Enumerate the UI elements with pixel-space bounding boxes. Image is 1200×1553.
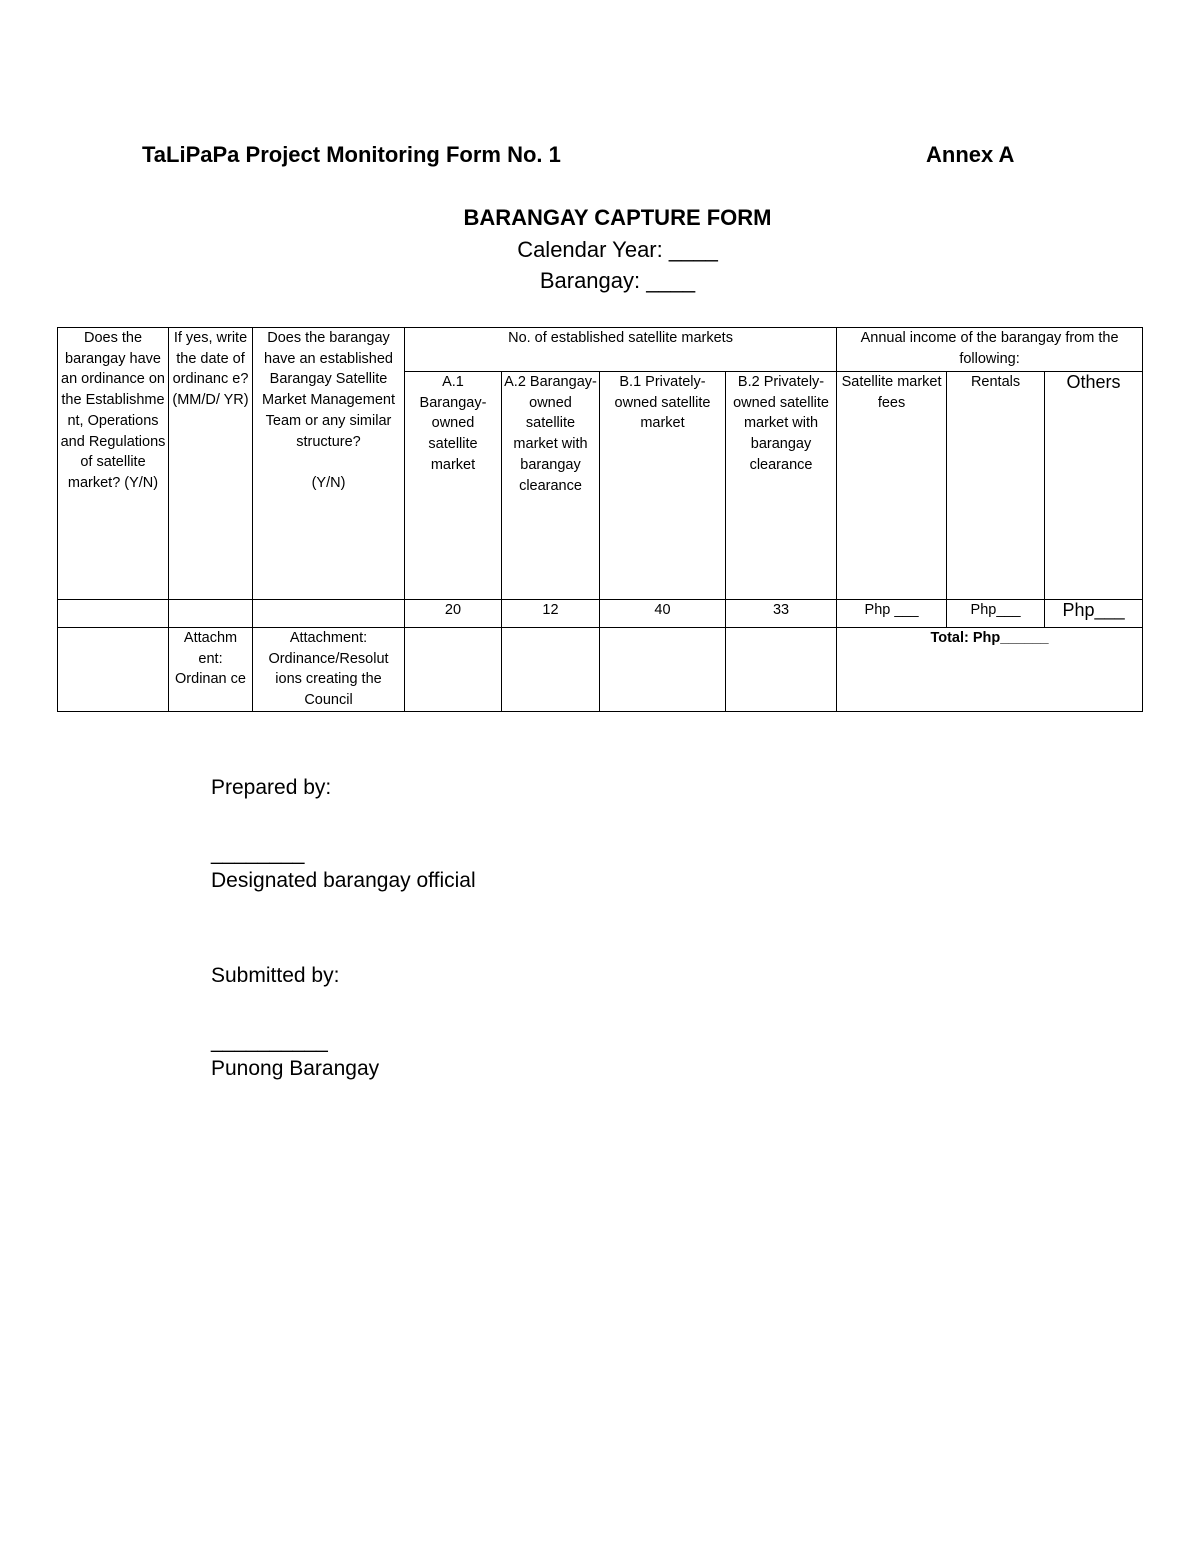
header-rentals: Rentals [947, 372, 1045, 600]
barangay-field: Barangay: ____ [539, 268, 696, 293]
value-ordinance-date[interactable] [169, 600, 253, 628]
value-b1: 40 [600, 600, 726, 628]
attachment-ordinance: Attachm ent: Ordinan ce [169, 628, 253, 712]
submitted-signature-line[interactable]: __________ [211, 1030, 328, 1053]
header-annual-income: Annual income of the barangay from the following: [837, 328, 1143, 372]
attachment-a2 [502, 628, 600, 712]
value-market-fees[interactable]: Php ___ [837, 600, 947, 628]
page-title: BARANGAY CAPTURE FORM [463, 205, 772, 230]
capture-table [57, 327, 1143, 712]
header-others: Others [1045, 372, 1143, 600]
header-ordinance: Does the barangay have an ordinance on the Establishme nt, Operations and Regulations of satellite market? (Y/N) [58, 328, 169, 600]
value-others[interactable]: Php___ [1045, 600, 1143, 628]
attachment-empty [58, 628, 169, 712]
form-title: TaLiPaPa Project Monitoring Form No. 1 [142, 142, 561, 167]
prepared-role: Designated barangay official [211, 869, 476, 892]
header-a2: A.2 Barangay-owned satellite market with barangay clearance [502, 372, 600, 600]
attachment-b1 [600, 628, 726, 712]
value-a2: 12 [502, 600, 600, 628]
prepared-signature-line[interactable]: ________ [211, 842, 305, 865]
submitted-role: Punong Barangay [211, 1057, 380, 1080]
header-market-fees: Satellite market fees [837, 372, 947, 600]
header-management-team: Does the barangay have an established Barangay Satellite Market Management Team or any similar structure? (Y/N) [253, 328, 405, 600]
header-b1: B.1 Privately-owned satellite market [600, 372, 726, 600]
calendar-year-field: Calendar Year: ____ [517, 237, 718, 262]
header-b2: B.2 Privately-owned satellite market with barangay clearance [726, 372, 837, 600]
header-a1: A.1 Barangay-owned satellite market [405, 372, 502, 600]
submitted-by-label: Submitted by: [211, 964, 340, 987]
attachment-a1 [405, 628, 502, 712]
header-satellite-markets: No. of established satellite markets [405, 328, 837, 372]
attachment-council: Attachment: Ordinance/Resolut ions creating the Council [253, 628, 405, 712]
value-management-team[interactable] [253, 600, 405, 628]
value-rentals[interactable]: Php___ [947, 600, 1045, 628]
total-income[interactable]: Total: Php______ [837, 628, 1143, 712]
value-b2: 33 [726, 600, 837, 628]
prepared-by-label: Prepared by: [211, 776, 332, 799]
value-ordinance[interactable] [58, 600, 169, 628]
value-a1: 20 [405, 600, 502, 628]
annex-label: Annex A [926, 142, 1015, 167]
header-ordinance-date: If yes, write the date of ordinanc e? (MM/D/ YR) [169, 328, 253, 600]
attachment-b2 [726, 628, 837, 712]
